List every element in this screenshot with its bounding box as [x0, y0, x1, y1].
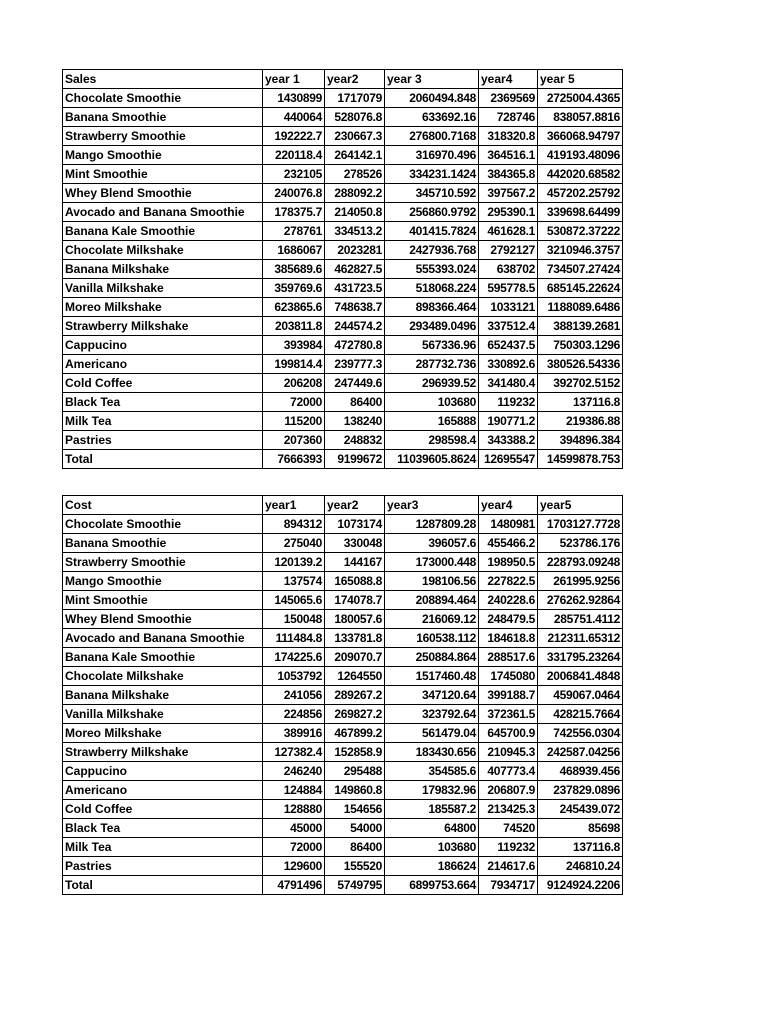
cost-row-label[interactable]: Mint Smoothie	[63, 591, 263, 610]
cost-value-cell[interactable]: 237829.0896	[538, 781, 623, 800]
sales-value-cell[interactable]: 440064	[263, 108, 325, 127]
cost-value-cell[interactable]: 1287809.28	[385, 515, 479, 534]
sales-row-label[interactable]: Banana Milkshake	[63, 260, 263, 279]
cost-row	[63, 553, 623, 572]
sales-value-cell[interactable]: 898366.464	[385, 298, 479, 317]
sales-row	[63, 203, 623, 222]
cost-value-cell[interactable]: 149860.8	[325, 781, 385, 800]
cost-value-cell[interactable]: 289267.2	[325, 686, 385, 705]
sales-header-cell[interactable]: year4	[479, 70, 538, 89]
cost-row-label[interactable]: Strawberry Smoothie	[63, 553, 263, 572]
sales-value-cell[interactable]: 316970.496	[385, 146, 479, 165]
cost-value-cell[interactable]: 1745080	[479, 667, 538, 686]
sales-row	[63, 317, 623, 336]
cost-value-cell[interactable]: 323792.64	[385, 705, 479, 724]
sales-value-cell[interactable]: 248832	[325, 431, 385, 450]
cost-value-cell[interactable]: 74520	[479, 819, 538, 838]
cost-value-cell[interactable]: 152858.9	[325, 743, 385, 762]
cost-value-cell[interactable]: 186624	[385, 857, 479, 876]
sales-row	[63, 450, 623, 469]
cost-row-label[interactable]: Chocolate Smoothie	[63, 515, 263, 534]
sales-row	[63, 241, 623, 260]
sales-value-cell[interactable]: 359769.6	[263, 279, 325, 298]
cost-value-cell[interactable]: 120139.2	[263, 553, 325, 572]
sales-value-cell[interactable]: 232105	[263, 165, 325, 184]
cost-value-cell[interactable]: 227822.5	[479, 572, 538, 591]
sales-value-cell[interactable]: 461628.1	[479, 222, 538, 241]
sales-value-cell[interactable]: 192222.7	[263, 127, 325, 146]
sales-value-cell[interactable]: 264142.1	[325, 146, 385, 165]
sales-value-cell[interactable]: 295390.1	[479, 203, 538, 222]
sales-value-cell[interactable]: 431723.5	[325, 279, 385, 298]
cost-row-label[interactable]: Banana Milkshake	[63, 686, 263, 705]
cost-value-cell[interactable]: 1480981	[479, 515, 538, 534]
sales-row	[63, 374, 623, 393]
cost-row	[63, 743, 623, 762]
sales-value-cell[interactable]: 334513.2	[325, 222, 385, 241]
sales-value-cell[interactable]: 86400	[325, 393, 385, 412]
cost-value-cell[interactable]: 206807.9	[479, 781, 538, 800]
cost-row	[63, 819, 623, 838]
cost-value-cell[interactable]: 180057.6	[325, 610, 385, 629]
cost-value-cell[interactable]: 85698	[538, 819, 623, 838]
cost-value-cell[interactable]: 1703127.7728	[538, 515, 623, 534]
cost-value-cell[interactable]: 9124924.2206	[538, 876, 623, 895]
sales-value-cell[interactable]: 293489.0496	[385, 317, 479, 336]
sales-value-cell[interactable]: 528076.8	[325, 108, 385, 127]
sales-value-cell[interactable]: 364516.1	[479, 146, 538, 165]
sales-value-cell[interactable]: 9199672	[325, 450, 385, 469]
cost-value-cell[interactable]: 645700.9	[479, 724, 538, 743]
cost-row-label[interactable]: Vanilla Milkshake	[63, 705, 263, 724]
cost-value-cell[interactable]: 561479.04	[385, 724, 479, 743]
sales-value-cell[interactable]: 298598.4	[385, 431, 479, 450]
cost-row-label[interactable]: Strawberry Milkshake	[63, 743, 263, 762]
cost-row	[63, 800, 623, 819]
sales-value-cell[interactable]: 206208	[263, 374, 325, 393]
sales-value-cell[interactable]: 103680	[385, 393, 479, 412]
cost-value-cell[interactable]: 240228.6	[479, 591, 538, 610]
sales-value-cell[interactable]: 2792127	[479, 241, 538, 260]
cost-value-cell[interactable]: 129600	[263, 857, 325, 876]
cost-row	[63, 762, 623, 781]
cost-row	[63, 781, 623, 800]
cost-value-cell[interactable]: 212311.65312	[538, 629, 623, 648]
sales-row-label[interactable]: Avocado and Banana Smoothie	[63, 203, 263, 222]
cost-value-cell[interactable]: 2006841.4848	[538, 667, 623, 686]
sales-value-cell[interactable]: 2725004.4365	[538, 89, 623, 108]
cost-value-cell[interactable]: 154656	[325, 800, 385, 819]
sales-value-cell[interactable]: 555393.024	[385, 260, 479, 279]
sales-header-row	[63, 70, 623, 89]
sales-value-cell[interactable]: 388139.2681	[538, 317, 623, 336]
sales-row	[63, 260, 623, 279]
cost-value-cell[interactable]: 742556.0304	[538, 724, 623, 743]
sales-value-cell[interactable]: 339698.64499	[538, 203, 623, 222]
sales-value-cell[interactable]: 214050.8	[325, 203, 385, 222]
sales-value-cell[interactable]: 288092.2	[325, 184, 385, 203]
sales-value-cell[interactable]: 14599878.753	[538, 450, 623, 469]
cost-value-cell[interactable]: 1053792	[263, 667, 325, 686]
cost-value-cell[interactable]: 54000	[325, 819, 385, 838]
cost-value-cell[interactable]: 209070.7	[325, 648, 385, 667]
sales-row-label[interactable]: Banana Smoothie	[63, 108, 263, 127]
sales-value-cell[interactable]: 366068.94797	[538, 127, 623, 146]
sales-row	[63, 89, 623, 108]
sales-value-cell[interactable]: 278526	[325, 165, 385, 184]
cost-value-cell[interactable]: 228793.09248	[538, 553, 623, 572]
cost-value-cell[interactable]: 523786.176	[538, 534, 623, 553]
cost-value-cell[interactable]: 224856	[263, 705, 325, 724]
sales-value-cell[interactable]: 334231.1424	[385, 165, 479, 184]
sales-value-cell[interactable]: 728746	[479, 108, 538, 127]
sales-header-cell[interactable]: Sales	[63, 70, 263, 89]
cost-value-cell[interactable]: 459067.0464	[538, 686, 623, 705]
cost-row	[63, 857, 623, 876]
sales-value-cell[interactable]: 240076.8	[263, 184, 325, 203]
cost-value-cell[interactable]: 246810.24	[538, 857, 623, 876]
sales-row	[63, 412, 623, 431]
sales-value-cell[interactable]: 230667.3	[325, 127, 385, 146]
sales-value-cell[interactable]: 462827.5	[325, 260, 385, 279]
sales-table	[62, 69, 623, 469]
cost-value-cell[interactable]: 72000	[263, 838, 325, 857]
cost-value-cell[interactable]: 185587.2	[385, 800, 479, 819]
cost-value-cell[interactable]: 198950.5	[479, 553, 538, 572]
sales-value-cell[interactable]: 7666393	[263, 450, 325, 469]
cost-value-cell[interactable]: 124884	[263, 781, 325, 800]
sales-row	[63, 146, 623, 165]
sales-value-cell[interactable]: 343388.2	[479, 431, 538, 450]
sales-value-cell[interactable]: 199814.4	[263, 355, 325, 374]
cost-value-cell[interactable]: 275040	[263, 534, 325, 553]
sales-row-label[interactable]: Milk Tea	[63, 412, 263, 431]
sales-value-cell[interactable]: 330892.6	[479, 355, 538, 374]
sales-value-cell[interactable]: 239777.3	[325, 355, 385, 374]
sales-row-label[interactable]: Cappucino	[63, 336, 263, 355]
cost-table	[62, 495, 623, 895]
cost-value-cell[interactable]: 127382.4	[263, 743, 325, 762]
sales-value-cell[interactable]: 2060494.848	[385, 89, 479, 108]
cost-value-cell[interactable]: 245439.072	[538, 800, 623, 819]
sales-row	[63, 165, 623, 184]
sales-row-label[interactable]: Chocolate Milkshake	[63, 241, 263, 260]
sales-value-cell[interactable]: 518068.224	[385, 279, 479, 298]
cost-header-cell[interactable]: year1	[263, 496, 325, 515]
cost-value-cell[interactable]: 137116.8	[538, 838, 623, 857]
cost-row	[63, 591, 623, 610]
sales-row-label[interactable]: Pastries	[63, 431, 263, 450]
sales-value-cell[interactable]: 165888	[385, 412, 479, 431]
sales-row-label[interactable]: Americano	[63, 355, 263, 374]
cost-value-cell[interactable]: 455466.2	[479, 534, 538, 553]
cost-row	[63, 610, 623, 629]
cost-value-cell[interactable]: 468939.456	[538, 762, 623, 781]
cost-value-cell[interactable]: 241056	[263, 686, 325, 705]
sales-value-cell[interactable]: 1188089.6486	[538, 298, 623, 317]
sales-row-label[interactable]: Total	[63, 450, 263, 469]
cost-row	[63, 838, 623, 857]
sales-value-cell[interactable]: 401415.7824	[385, 222, 479, 241]
sales-value-cell[interactable]: 2427936.768	[385, 241, 479, 260]
cost-value-cell[interactable]: 208894.464	[385, 591, 479, 610]
cost-value-cell[interactable]: 165088.8	[325, 572, 385, 591]
sales-row-label[interactable]: Strawberry Milkshake	[63, 317, 263, 336]
cost-value-cell[interactable]: 160538.112	[385, 629, 479, 648]
sales-value-cell[interactable]: 392702.5152	[538, 374, 623, 393]
sales-row-label[interactable]: Strawberry Smoothie	[63, 127, 263, 146]
cost-row	[63, 515, 623, 534]
cost-header-cell[interactable]: year4	[479, 496, 538, 515]
sales-value-cell[interactable]: 652437.5	[479, 336, 538, 355]
sales-value-cell[interactable]: 219386.88	[538, 412, 623, 431]
sales-value-cell[interactable]: 397567.2	[479, 184, 538, 203]
cost-value-cell[interactable]: 210945.3	[479, 743, 538, 762]
cost-value-cell[interactable]: 150048	[263, 610, 325, 629]
cost-value-cell[interactable]: 399188.7	[479, 686, 538, 705]
cost-row	[63, 876, 623, 895]
sales-value-cell[interactable]: 296939.52	[385, 374, 479, 393]
cost-value-cell[interactable]: 1073174	[325, 515, 385, 534]
sales-value-cell[interactable]: 1686067	[263, 241, 325, 260]
sales-row-label[interactable]: Mint Smoothie	[63, 165, 263, 184]
sales-row	[63, 355, 623, 374]
cost-value-cell[interactable]: 248479.5	[479, 610, 538, 629]
cost-value-cell[interactable]: 144167	[325, 553, 385, 572]
sales-value-cell[interactable]: 457202.25792	[538, 184, 623, 203]
sales-row	[63, 336, 623, 355]
sales-value-cell[interactable]: 750303.1296	[538, 336, 623, 355]
sales-header-cell[interactable]: year 3	[385, 70, 479, 89]
sales-row	[63, 127, 623, 146]
sales-value-cell[interactable]: 203811.8	[263, 317, 325, 336]
cost-row-label[interactable]: Americano	[63, 781, 263, 800]
sales-row-label[interactable]: Moreo Milkshake	[63, 298, 263, 317]
cost-row	[63, 534, 623, 553]
sales-header-cell[interactable]: year2	[325, 70, 385, 89]
cost-row	[63, 724, 623, 743]
sales-value-cell[interactable]: 748638.7	[325, 298, 385, 317]
sales-row-label[interactable]: Banana Kale Smoothie	[63, 222, 263, 241]
sales-value-cell[interactable]: 244574.2	[325, 317, 385, 336]
cost-value-cell[interactable]: 5749795	[325, 876, 385, 895]
cost-value-cell[interactable]: 173000.448	[385, 553, 479, 572]
cost-value-cell[interactable]: 894312	[263, 515, 325, 534]
sales-value-cell[interactable]: 623865.6	[263, 298, 325, 317]
sales-value-cell[interactable]: 278761	[263, 222, 325, 241]
cost-value-cell[interactable]: 86400	[325, 838, 385, 857]
cost-value-cell[interactable]: 174225.6	[263, 648, 325, 667]
sales-value-cell[interactable]: 276800.7168	[385, 127, 479, 146]
sales-value-cell[interactable]: 247449.6	[325, 374, 385, 393]
cost-row-label[interactable]: Cappucino	[63, 762, 263, 781]
cost-value-cell[interactable]: 407773.4	[479, 762, 538, 781]
cost-value-cell[interactable]: 269827.2	[325, 705, 385, 724]
cost-value-cell[interactable]: 184618.8	[479, 629, 538, 648]
cost-value-cell[interactable]: 354585.6	[385, 762, 479, 781]
cost-value-cell[interactable]: 285751.4112	[538, 610, 623, 629]
cost-row	[63, 667, 623, 686]
cost-value-cell[interactable]: 1517460.48	[385, 667, 479, 686]
sales-row-label[interactable]: Vanilla Milkshake	[63, 279, 263, 298]
sales-row-label[interactable]: Mango Smoothie	[63, 146, 263, 165]
sales-value-cell[interactable]: 2023281	[325, 241, 385, 260]
cost-value-cell[interactable]: 213425.3	[479, 800, 538, 819]
cost-value-cell[interactable]: 103680	[385, 838, 479, 857]
cost-value-cell[interactable]: 331795.23264	[538, 648, 623, 667]
cost-value-cell[interactable]: 7934717	[479, 876, 538, 895]
sales-row-label[interactable]: Cold Coffee	[63, 374, 263, 393]
cost-header-cell[interactable]: year2	[325, 496, 385, 515]
sales-value-cell[interactable]: 318320.8	[479, 127, 538, 146]
cost-value-cell[interactable]: 246240	[263, 762, 325, 781]
sales-value-cell[interactable]: 530872.37222	[538, 222, 623, 241]
sales-value-cell[interactable]: 734507.27424	[538, 260, 623, 279]
cost-value-cell[interactable]: 4791496	[263, 876, 325, 895]
sales-value-cell[interactable]: 419193.48096	[538, 146, 623, 165]
cost-value-cell[interactable]: 261995.9256	[538, 572, 623, 591]
sales-row	[63, 184, 623, 203]
cost-value-cell[interactable]: 389916	[263, 724, 325, 743]
cost-row-label[interactable]: Moreo Milkshake	[63, 724, 263, 743]
cost-row-label[interactable]: Pastries	[63, 857, 263, 876]
cost-row-label[interactable]: Banana Smoothie	[63, 534, 263, 553]
sales-value-cell[interactable]: 341480.4	[479, 374, 538, 393]
sales-row-label[interactable]: Whey Blend Smoothie	[63, 184, 263, 203]
cost-value-cell[interactable]: 119232	[479, 838, 538, 857]
sales-value-cell[interactable]: 178375.7	[263, 203, 325, 222]
cost-header-cell[interactable]: year5	[538, 496, 623, 515]
cost-value-cell[interactable]: 216069.12	[385, 610, 479, 629]
cost-value-cell[interactable]: 111484.8	[263, 629, 325, 648]
sales-row	[63, 431, 623, 450]
sales-value-cell[interactable]: 2369569	[479, 89, 538, 108]
sales-value-cell[interactable]: 345710.592	[385, 184, 479, 203]
sales-value-cell[interactable]: 337512.4	[479, 317, 538, 336]
sales-row-label[interactable]: Black Tea	[63, 393, 263, 412]
sales-value-cell[interactable]: 137116.8	[538, 393, 623, 412]
cost-row	[63, 705, 623, 724]
cost-row	[63, 572, 623, 591]
cost-value-cell[interactable]: 372361.5	[479, 705, 538, 724]
cost-value-cell[interactable]: 174078.7	[325, 591, 385, 610]
cost-value-cell[interactable]: 128880	[263, 800, 325, 819]
sales-value-cell[interactable]: 685145.22624	[538, 279, 623, 298]
sales-value-cell[interactable]: 3210946.3757	[538, 241, 623, 260]
sales-value-cell[interactable]: 72000	[263, 393, 325, 412]
cost-value-cell[interactable]: 242587.04256	[538, 743, 623, 762]
cost-value-cell[interactable]: 467899.2	[325, 724, 385, 743]
cost-row-label[interactable]: Avocado and Banana Smoothie	[63, 629, 263, 648]
sales-value-cell[interactable]: 1717079	[325, 89, 385, 108]
cost-row-label[interactable]: Cold Coffee	[63, 800, 263, 819]
sales-value-cell[interactable]: 190771.2	[479, 412, 538, 431]
sales-value-cell[interactable]: 1033121	[479, 298, 538, 317]
cost-value-cell[interactable]: 1264550	[325, 667, 385, 686]
cost-value-cell[interactable]: 64800	[385, 819, 479, 838]
sales-value-cell[interactable]: 115200	[263, 412, 325, 431]
sales-value-cell[interactable]: 138240	[325, 412, 385, 431]
sales-value-cell[interactable]: 472780.8	[325, 336, 385, 355]
cost-row-label[interactable]: Black Tea	[63, 819, 263, 838]
cost-value-cell[interactable]: 347120.64	[385, 686, 479, 705]
cost-value-cell[interactable]: 183430.656	[385, 743, 479, 762]
sales-value-cell[interactable]: 393984	[263, 336, 325, 355]
sales-value-cell[interactable]: 838057.8816	[538, 108, 623, 127]
cost-value-cell[interactable]: 276262.92864	[538, 591, 623, 610]
sales-row	[63, 108, 623, 127]
cost-value-cell[interactable]: 330048	[325, 534, 385, 553]
cost-row-label[interactable]: Mango Smoothie	[63, 572, 263, 591]
sales-value-cell[interactable]: 380526.54336	[538, 355, 623, 374]
cost-row	[63, 648, 623, 667]
cost-header-row	[63, 496, 623, 515]
cost-value-cell[interactable]: 288517.6	[479, 648, 538, 667]
cost-row-label[interactable]: Milk Tea	[63, 838, 263, 857]
cost-value-cell[interactable]: 428215.7664	[538, 705, 623, 724]
cost-row	[63, 629, 623, 648]
sales-value-cell[interactable]: 394896.384	[538, 431, 623, 450]
cost-value-cell[interactable]: 179832.96	[385, 781, 479, 800]
sales-row	[63, 279, 623, 298]
sales-header-cell[interactable]: year 1	[263, 70, 325, 89]
sales-row	[63, 298, 623, 317]
cost-row-label[interactable]: Chocolate Milkshake	[63, 667, 263, 686]
sales-value-cell[interactable]: 256860.9792	[385, 203, 479, 222]
sales-value-cell[interactable]: 287732.736	[385, 355, 479, 374]
cost-value-cell[interactable]: 250884.864	[385, 648, 479, 667]
cost-value-cell[interactable]: 396057.6	[385, 534, 479, 553]
sales-value-cell[interactable]: 633692.16	[385, 108, 479, 127]
cost-value-cell[interactable]: 214617.6	[479, 857, 538, 876]
sales-value-cell[interactable]: 442020.68582	[538, 165, 623, 184]
sales-value-cell[interactable]: 11039605.8624	[385, 450, 479, 469]
cost-row-label[interactable]: Whey Blend Smoothie	[63, 610, 263, 629]
cost-value-cell[interactable]: 45000	[263, 819, 325, 838]
cost-value-cell[interactable]: 145065.6	[263, 591, 325, 610]
sales-value-cell[interactable]: 119232	[479, 393, 538, 412]
sales-value-cell[interactable]: 384365.8	[479, 165, 538, 184]
cost-row-label[interactable]: Banana Kale Smoothie	[63, 648, 263, 667]
sales-row	[63, 393, 623, 412]
cost-value-cell[interactable]: 155520	[325, 857, 385, 876]
sales-row	[63, 222, 623, 241]
cost-value-cell[interactable]: 137574	[263, 572, 325, 591]
sales-value-cell[interactable]: 1430899	[263, 89, 325, 108]
cost-row-label[interactable]: Total	[63, 876, 263, 895]
cost-header-cell[interactable]: Cost	[63, 496, 263, 515]
sales-value-cell[interactable]: 12695547	[479, 450, 538, 469]
cost-header-cell[interactable]: year3	[385, 496, 479, 515]
cost-value-cell[interactable]: 295488	[325, 762, 385, 781]
sales-value-cell[interactable]: 638702	[479, 260, 538, 279]
sales-value-cell[interactable]: 207360	[263, 431, 325, 450]
sales-row-label[interactable]: Chocolate Smoothie	[63, 89, 263, 108]
sales-value-cell[interactable]: 567336.96	[385, 336, 479, 355]
cost-row	[63, 686, 623, 705]
cost-value-cell[interactable]: 198106.56	[385, 572, 479, 591]
cost-value-cell[interactable]: 6899753.664	[385, 876, 479, 895]
sales-value-cell[interactable]: 595778.5	[479, 279, 538, 298]
cost-value-cell[interactable]: 133781.8	[325, 629, 385, 648]
sales-value-cell[interactable]: 220118.4	[263, 146, 325, 165]
sales-value-cell[interactable]: 385689.6	[263, 260, 325, 279]
sales-header-cell[interactable]: year 5	[538, 70, 623, 89]
